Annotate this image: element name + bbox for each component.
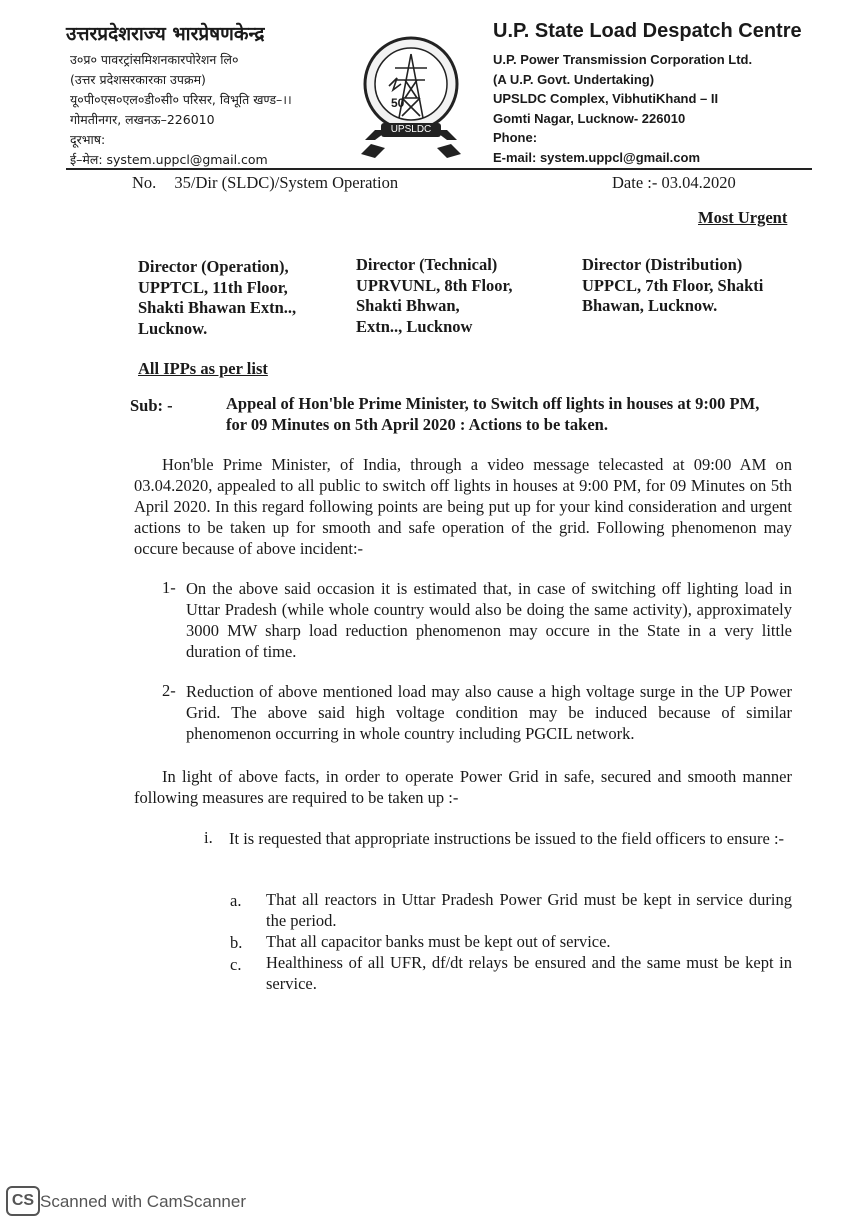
english-line-1: U.P. Power Transmission Corporation Ltd.	[493, 52, 753, 67]
english-line-4: Gomti Nagar, Lucknow- 226010	[493, 110, 686, 126]
measure-text: It is requested that appropriate instructions be issued to the field officers to ensure :-	[229, 829, 785, 848]
ref-no-label: No.	[132, 173, 157, 192]
subject-line-1: Appeal of Hon'ble Prime Minister, to Switch off lights in houses at 9:00 PM,	[226, 394, 760, 413]
english-line-3: UPSLDC Complex, VibhutiKhand – II	[493, 91, 719, 106]
english-address-block	[493, 50, 813, 167]
hindi-line-1: उ०प्र० पावरट्रांसमिशनकारपोरेशन लि०	[70, 52, 239, 67]
header-divider	[66, 168, 812, 170]
ref-date: Date :- 03.04.2020	[612, 173, 736, 192]
body-paragraph-2: In light of above facts, in order to operate Power Grid in safe, secured and smooth manner following measures are required to be taken up :-	[134, 767, 792, 807]
hindi-line-2: (उत्तर प्रदेशसरकारका उपक्रम)	[70, 72, 206, 87]
english-org-title: U.P. State Load Despatch Centre	[493, 20, 802, 42]
addressee-line: Director (Technical)	[356, 255, 498, 274]
logo-label: UPSLDC	[390, 124, 432, 135]
priority-label: Most Urgent	[698, 208, 788, 227]
ref-number	[132, 173, 398, 193]
addressee-line: UPPCL, 7th Floor, Shakti	[582, 275, 764, 295]
addressee-line: Director (Operation),	[138, 257, 289, 276]
addressee-operation	[138, 257, 338, 339]
subject-label: Sub: -	[130, 396, 173, 415]
addressee-line: Shakti Bhawan Extn..,	[138, 298, 297, 317]
subitem-letter: a.	[230, 891, 242, 910]
measure-number: i.	[204, 828, 213, 847]
addressee-line: Bhawan, Lucknow.	[582, 296, 718, 315]
addressee-technical	[356, 255, 566, 337]
hindi-address-block	[70, 50, 350, 170]
all-ipps-label: All IPPs as per list	[138, 359, 268, 378]
hindi-org-title: उत्तरप्रदेशराज्य भारप्रेषणकेन्द्र	[66, 23, 265, 45]
subitem-text: That all capacitor banks must be kept out of service.	[266, 932, 611, 951]
addressee-line: Extn.., Lucknow	[356, 316, 473, 336]
hindi-line-5: दूरभाष:	[70, 132, 106, 147]
point-text: Reduction of above mentioned load may also cause a high voltage surge in the UP Power Grid. The above said high voltage condition may be induced because of similar phenomenon occurring in whole country including PGCIL network.	[186, 682, 792, 743]
subitem-letter: b.	[230, 933, 243, 952]
camscanner-watermark: Scanned with CamScanner	[40, 1192, 247, 1211]
body-paragraph-1: Hon'ble Prime Minister, of India, through a video message telecasted at 09:00 AM on 03.04.2020, appealed to all public to switch off lights in houses at 9:00 PM, for 09 Minutes on 5th April 2020. In this regard following points are being put up for your kind consideration and urgent actions to be taken up for smooth and safe operation of the grid. Following phenomenon may occure because of above incident:-	[134, 455, 792, 558]
point-text: On the above said occasion it is estimated that, in case of switching off lighting load in Uttar Pradesh (while whole country would also be doing the same activity), approximately 3000 MW sharp load reduction phenomenon may occure in the State in a very little duration of time.	[186, 579, 792, 661]
ref-no-value: 35/Dir (SLDC)/System Operation	[174, 173, 399, 192]
hindi-line-3: यू०पी०एस०एल०डी०सी० परिसर, विभूति खण्ड–।।	[70, 92, 292, 107]
subitem-text: Healthiness of all UFR, df/dt relays be ensured and the same must be kept in service.	[266, 953, 792, 993]
addressee-line: Shakti Bhwan,	[356, 296, 460, 315]
english-line-2: (A U.P. Govt. Undertaking)	[493, 71, 655, 87]
hindi-line-6: ई–मेल: system.uppcl@gmail.com	[70, 152, 268, 167]
addressee-line: Director (Distribution)	[582, 255, 743, 274]
point-number: 2-	[162, 681, 176, 700]
subject-text	[226, 394, 806, 435]
addressee-line: UPRVUNL, 8th Floor,	[356, 275, 513, 295]
logo-number: 50	[391, 96, 405, 110]
hindi-line-4: गोमतीनगर, लखनऊ–226010	[70, 112, 215, 127]
point-number: 1-	[162, 578, 176, 597]
subject-line-2: for 09 Minutes on 5th April 2020 : Actions to be taken.	[226, 414, 608, 434]
english-line-5: Phone:	[493, 130, 538, 145]
addressee-line: UPPTCL, 11th Floor,	[138, 277, 288, 297]
addressee-line: Lucknow.	[138, 318, 208, 338]
subitem-letter: c.	[230, 955, 242, 974]
addressee-distribution	[582, 255, 802, 317]
subitem-text: That all reactors in Uttar Pradesh Power Grid must be kept in service during the period.	[266, 890, 792, 930]
upsldc-logo	[355, 20, 467, 162]
english-line-6: E-mail: system.uppcl@gmail.com	[493, 149, 701, 165]
camscanner-logo-icon: CS	[6, 1186, 40, 1216]
